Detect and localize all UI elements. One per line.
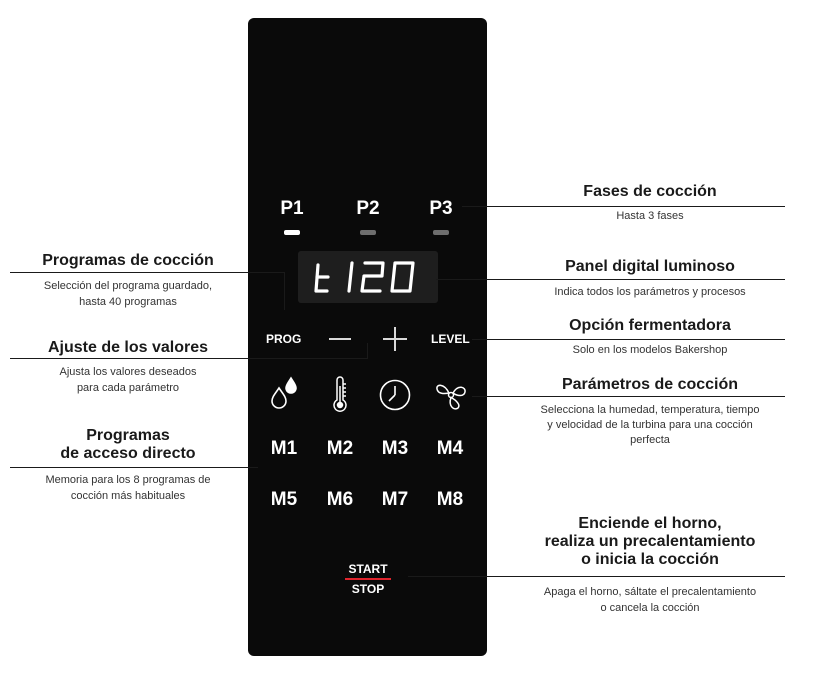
oven-control-panel <box>248 18 487 656</box>
callout-desc-start-1: Apaga el horno, sáltate el precalentamiento <box>543 586 757 598</box>
leader-line-ajuste <box>10 358 368 359</box>
callout-desc-ajuste-1: Ajusta los valores deseados <box>59 366 197 378</box>
memory-button-m3[interactable]: M3 <box>381 438 409 459</box>
memory-button-m7[interactable]: M7 <box>381 489 409 510</box>
callout-desc-parametros-1: Selecciona la humedad, temperatura, tiempo <box>540 404 760 416</box>
memory-button-m2[interactable]: M2 <box>326 438 354 459</box>
thermometer-icon[interactable] <box>332 376 348 412</box>
led-p3 <box>433 230 449 235</box>
callout-desc-parametros-2: y velocidad de la turbina para una cocción <box>547 419 753 431</box>
level-button[interactable]: LEVEL <box>431 332 470 346</box>
plus-button[interactable] <box>394 327 396 351</box>
callout-desc-programas-1: Selección del programa guardado, <box>43 280 213 292</box>
leader-line-acceso <box>10 467 258 468</box>
humidity-icon[interactable] <box>269 376 301 410</box>
callout-title-start-2: realiza un precalentamiento <box>544 533 756 550</box>
led-p1-active <box>284 230 300 235</box>
prog-button[interactable]: PROG <box>266 332 302 346</box>
memory-button-m1[interactable]: M1 <box>270 438 298 459</box>
start-button[interactable]: START <box>348 562 388 576</box>
memory-button-m5[interactable]: M5 <box>270 489 298 510</box>
callout-title-panel-digital: Panel digital luminoso <box>565 258 735 275</box>
callout-desc-panel-digital: Indica todos los parámetros y procesos <box>554 286 746 298</box>
leader-line-fases <box>462 206 785 207</box>
callout-title-acceso-1: Programas <box>86 427 170 444</box>
callout-desc-acceso-2: cocción más habituales <box>70 490 186 502</box>
callout-title-programas: Programas de cocción <box>42 252 214 269</box>
callout-title-fases: Fases de cocción <box>583 183 717 200</box>
callout-title-fermentadora: Opción fermentadora <box>569 317 731 334</box>
memory-button-m6[interactable]: M6 <box>326 489 354 510</box>
callout-desc-fermentadora: Solo en los modelos Bakershop <box>572 344 728 356</box>
callout-desc-fases: Hasta 3 fases <box>616 210 684 222</box>
callout-desc-start-2: o cancela la cocción <box>600 602 700 614</box>
memory-button-m4[interactable]: M4 <box>436 438 464 459</box>
program-button-p3[interactable]: P3 <box>429 198 453 219</box>
stop-button[interactable]: STOP <box>351 582 385 596</box>
leader-line-programas-vertical <box>284 272 285 310</box>
led-p2 <box>360 230 376 235</box>
callout-desc-programas-2: hasta 40 programas <box>79 296 177 308</box>
digital-display <box>298 251 438 303</box>
callout-desc-acceso-1: Memoria para los 8 programas de <box>45 474 211 486</box>
memory-button-m8[interactable]: M8 <box>436 489 464 510</box>
callout-desc-parametros-3: perfecta <box>630 434 670 446</box>
callout-title-ajuste: Ajuste de los valores <box>47 339 209 356</box>
fan-icon[interactable] <box>434 378 468 412</box>
leader-line-fermentadora <box>472 339 785 340</box>
program-button-p1[interactable]: P1 <box>280 198 304 219</box>
leader-line-ajuste-vertical <box>367 343 368 359</box>
minus-button[interactable] <box>329 338 351 340</box>
seven-segment-digits <box>298 251 438 303</box>
callout-title-parametros: Parámetros de cocción <box>561 376 739 393</box>
leader-line-parametros <box>472 396 785 397</box>
leader-line-programas <box>10 272 285 273</box>
callout-title-start-1: Enciende el horno, <box>578 515 722 532</box>
program-button-p2[interactable]: P2 <box>356 198 380 219</box>
leader-line-start <box>408 576 785 577</box>
clock-icon[interactable] <box>378 378 412 412</box>
callout-desc-ajuste-2: para cada parámetro <box>76 382 180 394</box>
callout-title-start-3: o inicia la cocción <box>581 551 719 568</box>
start-accent-line <box>345 578 391 580</box>
leader-line-panel-digital <box>436 279 785 280</box>
callout-title-acceso-2: de acceso directo <box>60 445 196 462</box>
